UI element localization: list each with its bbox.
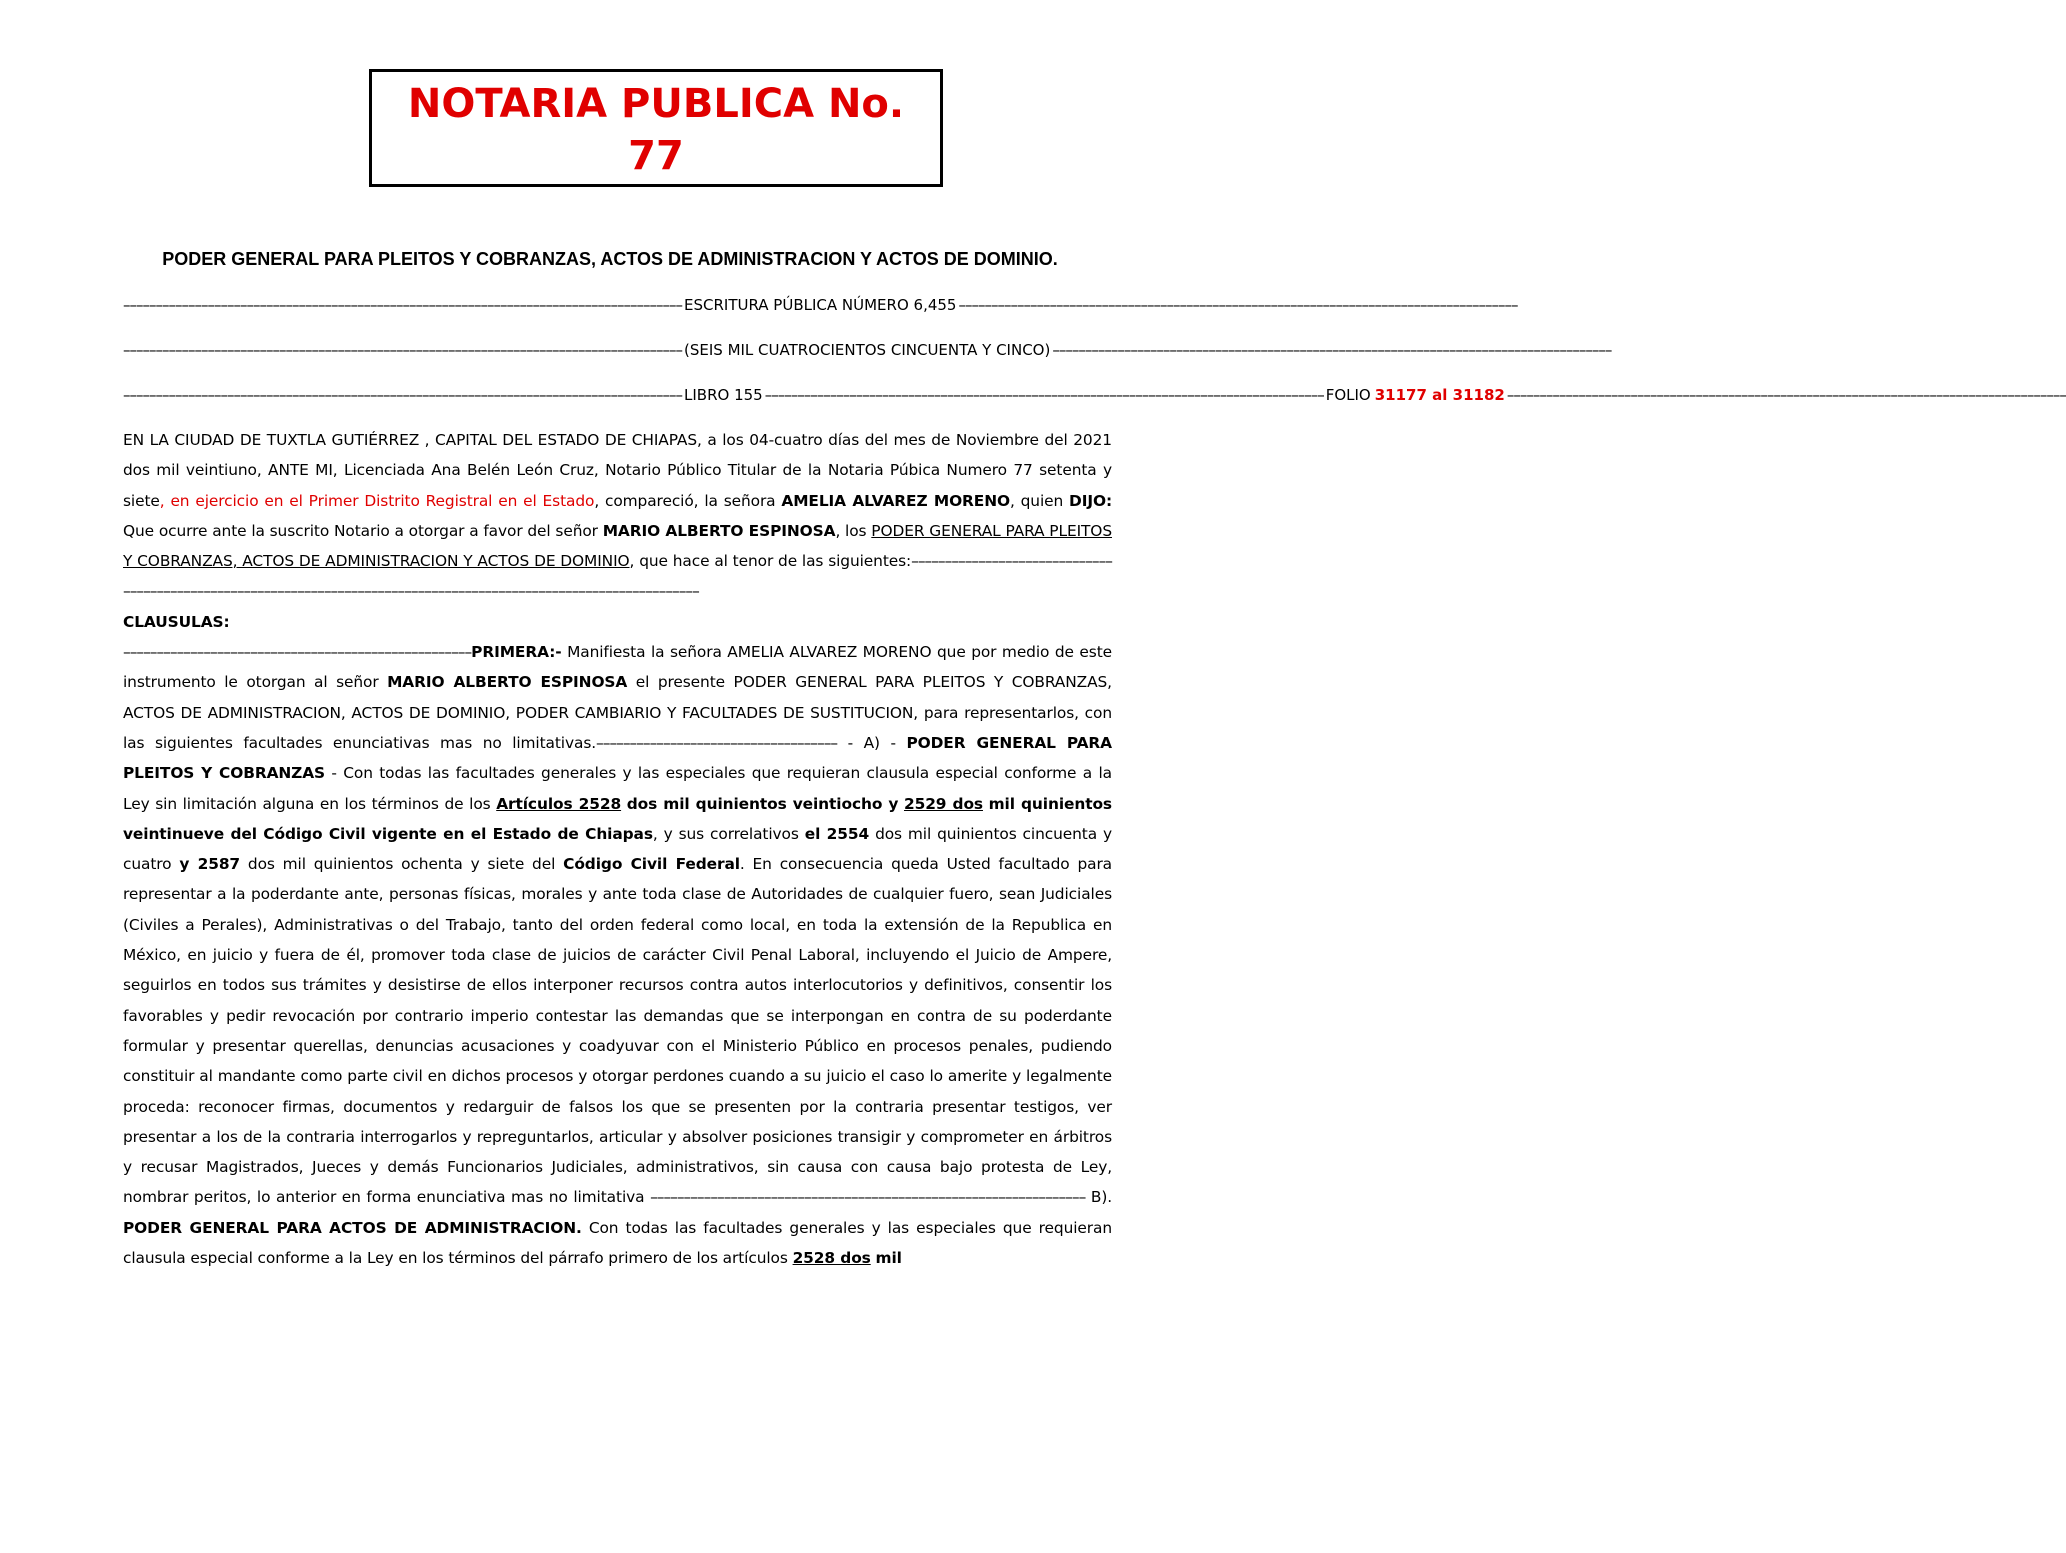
dash-filler: ––––––––––––––––––––––––––––––––––––––––––––––––––––––––––––––––––––––––––––––––––––––: [123, 296, 682, 314]
clausulas-heading: CLAUSULAS:: [123, 612, 230, 631]
opening-paragraph: [123, 425, 1112, 607]
libro-folio-line: [123, 386, 2066, 404]
opening-text-6: , que hace al tenor de las siguientes:: [629, 552, 912, 571]
section-b-mil: mil: [875, 1249, 902, 1268]
escritura-number: ESCRITURA PÚBLICA NÚMERO 6,455: [684, 296, 957, 314]
article-2554: el 2554: [804, 824, 870, 843]
primera-text: Manifiesta la señora AMELIA ALVAREZ MORENO que por medio de este instrumento le otorgan al señor: [123, 643, 1112, 692]
opening-text-2: , compareció, la señora: [594, 491, 776, 510]
dash-filler: ––––––––––––––––––––––––––––––––––––––––––––––––––––––––––––––––––––––––––––––––––––––: [123, 386, 682, 404]
attorney-name: MARIO ALBERTO ESPINOSA: [602, 521, 836, 540]
article-2529-words: mil quinientos veintinueve del Código Civil vigente en el Estado de Chiapas: [123, 794, 1112, 843]
libro-number: LIBRO 155: [684, 386, 763, 404]
section-b-label: B).: [1090, 1188, 1113, 1207]
dash-filler: ––––––––––––––––––––––––––––––––––––––––––––––––––––––––––––––––––––––––––––––––––––––––––––––––––––––––––––––––––––: [123, 552, 1112, 601]
section-a-text: - Con todas las facultades generales y las especiales que requieran clausula especial conforme a la Ley sin limitación alguna en los términos de los: [123, 764, 1112, 813]
document-body: [123, 425, 1112, 1273]
section-a-text-2: , y sus correlativos: [652, 824, 799, 843]
dash-filler: ––––––––––––––––––––––––––––––––––––––––––––––––––––––––––––––––––––––––––––––––––––––: [1052, 341, 1612, 359]
primera-paragraph: [123, 637, 1112, 1273]
dash-filler: ––––––––––––––––––––––––––––––––––––––––––––––––––––––––––––––––––––––––––––––––––––––: [123, 341, 682, 359]
section-a-label: - A) -: [847, 733, 896, 752]
opening-text-5: , los: [835, 521, 867, 540]
dash-filler: ––––––––––––––––––––––––––––––––––––––––––––––––––––––––––––––––––––––––––––––––––––––: [1506, 386, 2066, 404]
dijo-label: DIJO:: [1069, 491, 1113, 510]
codigo-civil-federal: Código Civil Federal: [563, 855, 740, 874]
section-a-text-4: dos mil quinientos ochenta y siete del: [247, 855, 556, 874]
district-text: , en ejercicio en el Primer Distrito Registral en el Estado: [159, 491, 595, 510]
number-words-line: [123, 341, 1612, 359]
dash-filler: ––––––––––––––––––––––––––––––––––––: [596, 733, 838, 752]
section-a-text-5: . En consecuencia queda Usted facultado para representar a la poderdante ante, personas físicas, morales y ante toda clase de Autoridades de cualquier fuero, sean Judiciales (Civiles a Perales), Administrativas o del Trabajo, tanto del orden federal como local, en toda la extensión de la Republica en México, en juicio y fuera de él, promover toda clase de juicios de carácter Civil Penal Laboral, incluyendo el Juicio de Ampere, seguirlos en todos sus trámites y desistirse de ellos interponer recursos contra autos interlocutorios y definitivos, consentir los favorables y pedir revocación por contrario imperio contestar las demandas que se interpongan en contra de su poderdante formular y presentar querellas, denuncias acusaciones y coadyuvar con el Ministerio Público en procesos penales, pudiendo constituir al mandante como parte civil en dichos procesos y otorgar perdones cuando a su juicio el caso lo amerite y legalmente proceda: reconocer firmas, documentos y redarguir de falsos los que se presenten por la contraria presentar testigos, ver presentar a los de la contraria interrogarlos y repreguntarlos, articular y absolver posiciones transigir y comprometer en árbitros y recusar Magistrados, Jueces y demás Funcionarios Judiciales, administrativos, sin causa con causa bajo protesta de Ley, nombrar peritos, lo anterior en forma enunciativa mas no limitativa: [123, 855, 1113, 1207]
notary-title-line1: NOTARIA PUBLICA No.: [407, 81, 905, 127]
notary-title-line2: 77: [628, 133, 684, 179]
section-b-article: 2528 dos: [792, 1249, 871, 1268]
power-type-underlined: PODER GENERAL PARA PLEITOS Y COBRANZAS, ACTOS DE ADMINISTRACION Y ACTOS DE DOMINIO: [123, 521, 1112, 571]
article-2587: y 2587: [179, 855, 241, 874]
section-a-text-3: dos mil quinientos cincuenta y cuatro: [123, 824, 1112, 874]
document-title: PODER GENERAL PARA PLEITOS Y COBRANZAS, ACTOS DE ADMINISTRACION Y ACTOS DE DOMINIO.: [162, 249, 1058, 269]
section-b-title: PODER GENERAL PARA ACTOS DE ADMINISTRACION.: [123, 1218, 582, 1237]
folio-label: FOLIO: [1325, 386, 1371, 404]
primera-label: PRIMERA:-: [471, 643, 562, 662]
clausulas-heading-line: [123, 607, 1112, 637]
article-2529: 2529 dos: [903, 794, 983, 813]
article-2528: Artículos 2528: [496, 794, 622, 813]
escritura-line: [123, 296, 1518, 314]
grantor-name: AMELIA ALVAREZ MORENO: [781, 491, 1010, 510]
escritura-number-words: (SEIS MIL CUATROCIENTOS CINCUENTA Y CINCO): [684, 341, 1051, 359]
article-2528-words: dos mil quinientos veintiocho y: [626, 794, 899, 813]
primera-attorney-name: MARIO ALBERTO ESPINOSA: [387, 673, 628, 692]
notary-header-box: [369, 69, 943, 187]
primera-text-2: el presente PODER GENERAL PARA PLEITOS Y COBRANZAS, ACTOS DE ADMINISTRACION, ACTOS DE DOMINIO, PODER CAMBIARIO Y FACULTADES DE SUSTITUCION, para representarlos, con las siguientes facultades enunciativas mas no limitativas.: [123, 673, 1112, 752]
opening-text-4: Que ocurre ante la suscrito Notario a otorgar a favor del señor: [123, 521, 598, 540]
section-a-title: PODER GENERAL PARA PLEITOS Y COBRANZAS: [123, 733, 1112, 783]
section-b-text: Con todas las facultades generales y las especiales que requieran clausula especial conforme a la Ley en los términos del párrafo primero de los artículos: [123, 1218, 1112, 1268]
opening-text: EN LA CIUDAD DE TUXTLA GUTIÉRREZ , CAPITAL DEL ESTADO DE CHIAPAS, a los 04-cuatro días del mes de Noviembre del 2021 dos mil veintiuno, ANTE MI, Licenciada Ana Belén León Cruz, Notario Público Titular de la Notaria Púbica Numero 77 setenta y siete: [123, 431, 1112, 510]
folio-value: 31177 al 31182: [1374, 386, 1505, 404]
dash-filler: ––––––––––––––––––––––––––––––––––––––––––––––––––––: [123, 643, 472, 662]
dash-filler: –––––––––––––––––––––––––––––––––––––––––––––––––––––––––––––––––: [650, 1188, 1086, 1207]
opening-text-3: , quien: [1009, 491, 1064, 510]
dash-filler: ––––––––––––––––––––––––––––––––––––––––––––––––––––––––––––––––––––––––––––––––––––––: [764, 386, 1324, 404]
dash-filler: ––––––––––––––––––––––––––––––––––––––––––––––––––––––––––––––––––––––––––––––––––––––: [958, 296, 1518, 314]
